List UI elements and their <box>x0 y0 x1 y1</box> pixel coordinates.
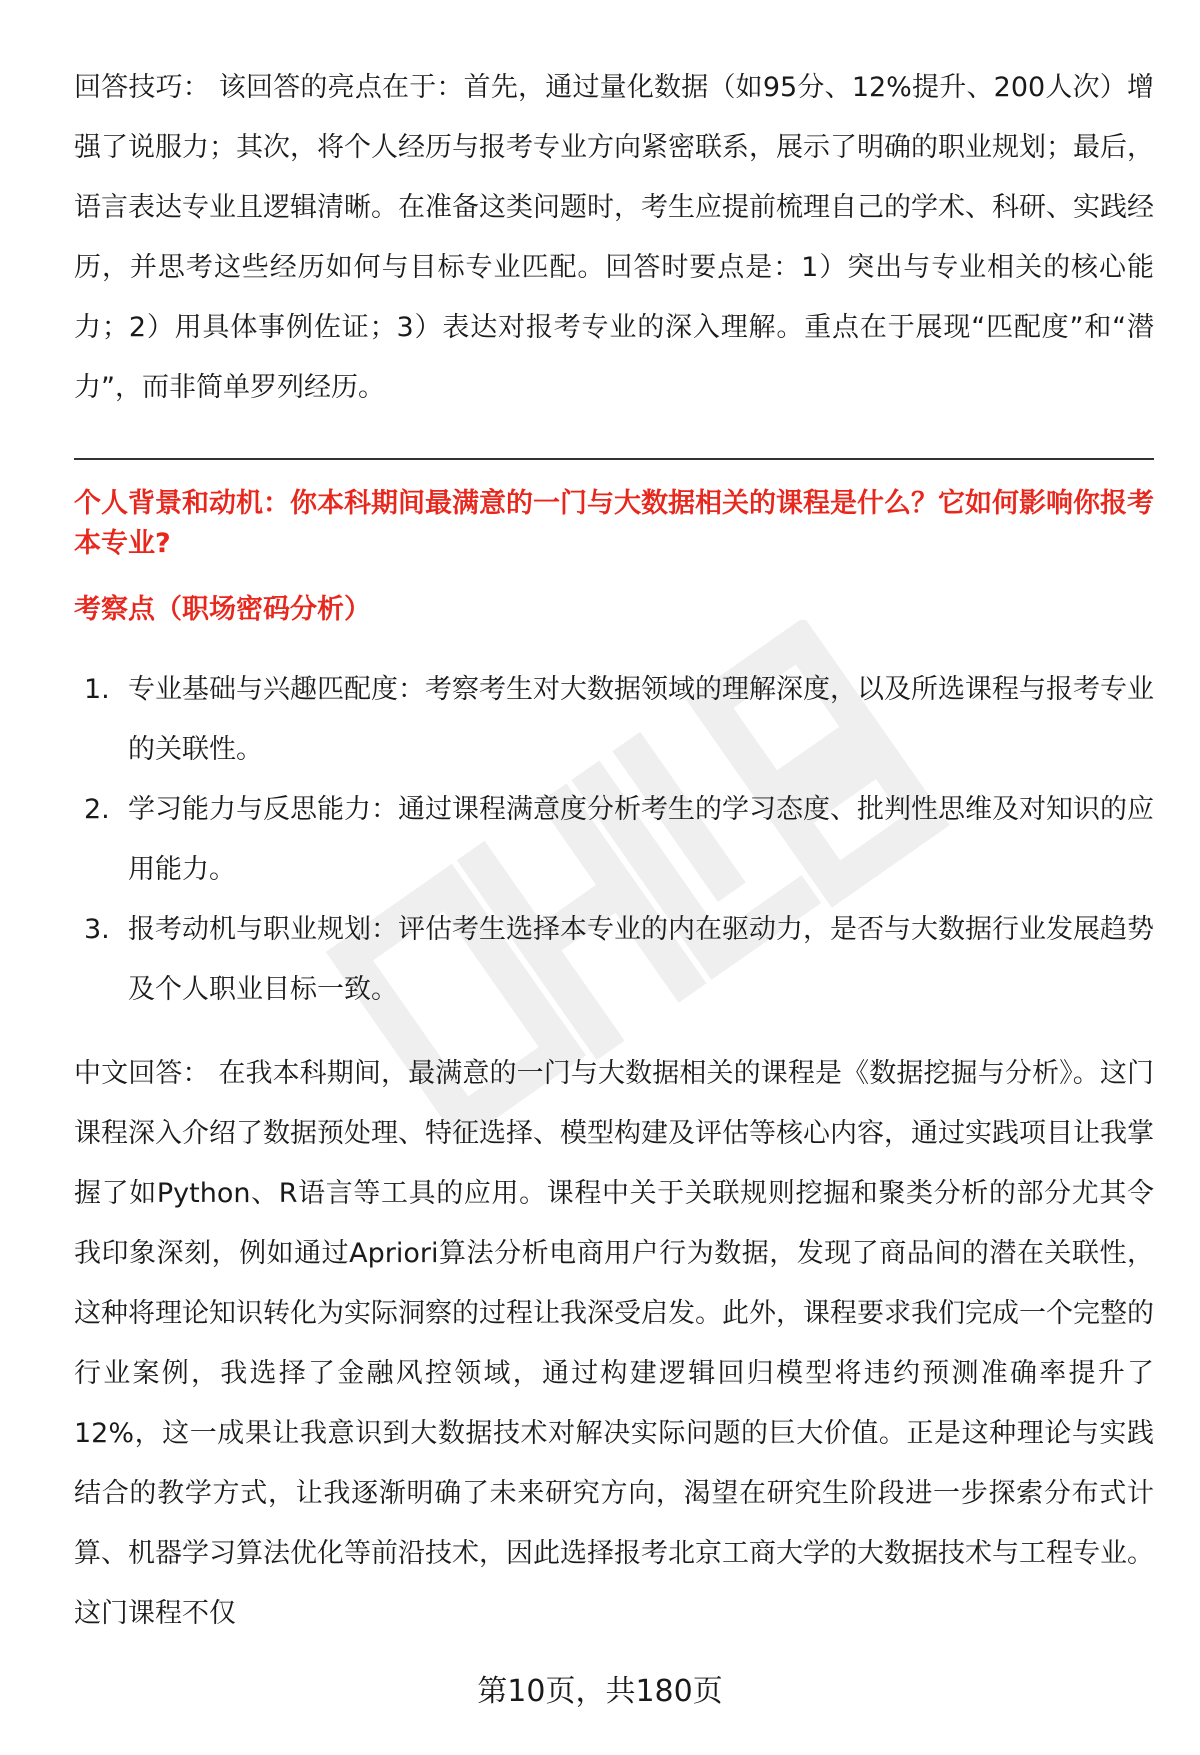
list-item-text: 学习能力与反思能力：通过课程满意度分析考生的学习态度、批判性思维及对知识的应用能力。 <box>128 794 1154 885</box>
list-item-number: 1. <box>84 674 110 705</box>
list-item-text: 专业基础与兴趣匹配度：考察考生对大数据领域的理解深度，以及所选课程与报考专业的关联性。 <box>128 674 1154 765</box>
page-number-footer: 第10页，共180页 <box>477 1674 723 1709</box>
answer-tip-paragraph: 回答技巧： 该回答的亮点在于：首先，通过量化数据（如95分、12%提升、200人次）增强了说服力；其次，将个人经历与报考专业方向紧密联系，展示了明确的职业规划；最后，语言表达专业且逻辑清晰。在准备这类问题时，考生应提前梳理自己的学术、科研、实践经历，并思考这些经历如何与目标专业匹配。回答时要点是：1）突出与专业相关的核心能力；2）用具体事例佐证；3）表达对报考专业的深入理解。重点在于展现“匹配度”和“潜力”，而非简单罗列经历。 <box>74 72 1154 403</box>
question-heading: 个人背景和动机：你本科期间最满意的一门与大数据相关的课程是什么？它如何影响你报考本专业? <box>74 488 1154 559</box>
focus-points-list <box>74 660 1154 1020</box>
section-divider <box>74 458 1154 460</box>
chinese-answer-paragraph: 中文回答： 在我本科期间，最满意的一门与大数据相关的课程是《数据挖掘与分析》。这门课程深入介绍了数据预处理、特征选择、模型构建及评估等核心内容，通过实践项目让我掌握了如Python、R语言等工具的应用。课程中关于关联规则挖掘和聚类分析的部分尤其令我印象深刻，例如通过Apriori算法分析电商用户行为数据，发现了商品间的潜在关联性，这种将理论知识转化为实际洞察的过程让我深受启发。此外，课程要求我们完成一个完整的行业案例，我选择了金融风控领域，通过构建逻辑回归模型将违约预测准确率提升了12%，这一成果让我意识到大数据技术对解决实际问题的巨大价值。正是这种理论与实践结合的教学方式，让我逐渐明确了未来研究方向，渴望在研究生阶段进一步探索分布式计算、机器学习算法优化等前沿技术，因此选择报考北京工商大学的大数据技术与工程专业。这门课程不仅 <box>74 1058 1154 1629</box>
list-item-number: 2. <box>84 794 110 825</box>
list-item <box>74 780 1154 900</box>
list-item <box>74 900 1154 1020</box>
page-content <box>74 58 1154 1644</box>
focus-heading: 考察点（职场密码分析） <box>74 594 371 625</box>
list-item-number: 3. <box>84 914 110 945</box>
list-item <box>74 660 1154 780</box>
list-item-text: 报考动机与职业规划：评估考生选择本专业的内在驱动力，是否与大数据行业发展趋势及个人职业目标一致。 <box>128 914 1154 1005</box>
